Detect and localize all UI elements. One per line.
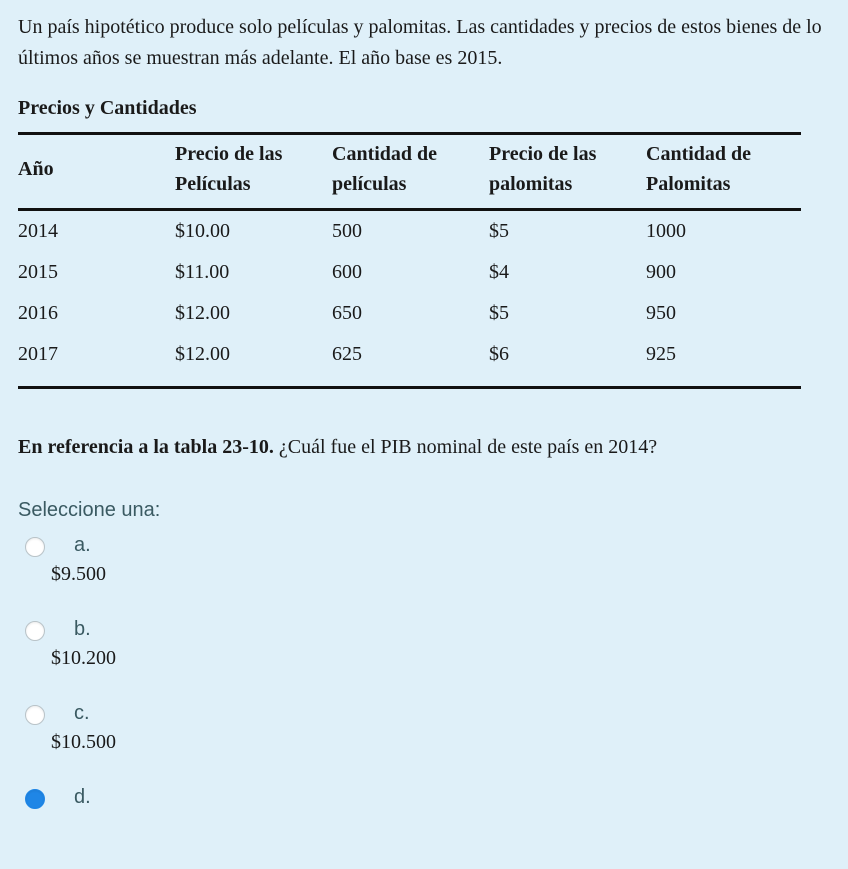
question-body: ¿Cuál fue el PIB nominal de este país en 2014?	[273, 436, 658, 458]
table-row	[18, 252, 801, 293]
cell-movie-quantity: 625	[332, 343, 362, 365]
answer-option-c[interactable]	[18, 701, 848, 785]
option-value: $9.500	[51, 563, 106, 585]
option-letter: b.	[74, 618, 91, 640]
header-movie-price: Precio de las Películas	[175, 143, 283, 195]
header-popcorn-quantity: Cantidad de Palomitas	[646, 143, 752, 195]
cell-movie-quantity: 500	[332, 220, 362, 242]
table-row	[18, 334, 801, 388]
cell-popcorn-quantity: 1000	[646, 220, 686, 242]
question-text	[18, 389, 848, 459]
radio-button-b[interactable]	[25, 621, 45, 641]
answer-option-a[interactable]	[18, 533, 848, 617]
question-intro	[18, 0, 848, 74]
radio-button-c[interactable]	[25, 705, 45, 725]
cell-popcorn-quantity: 950	[646, 302, 676, 324]
cell-year: 2014	[18, 220, 58, 242]
cell-popcorn-quantity: 900	[646, 261, 676, 283]
radio-button-a[interactable]	[25, 537, 45, 557]
cell-year: 2017	[18, 343, 58, 365]
radio-button-d[interactable]	[25, 789, 45, 809]
cell-movie-price: $12.00	[175, 343, 230, 365]
intro-line-2: últimos años se muestran más adelante. El año base es 2015.	[18, 47, 503, 69]
cell-movie-quantity: 650	[332, 302, 362, 324]
cell-year: 2015	[18, 261, 58, 283]
cell-movie-price: $11.00	[175, 261, 230, 283]
header-popcorn-price: Precio de las palomitas	[489, 143, 597, 195]
cell-year: 2016	[18, 302, 58, 324]
cell-popcorn-price: $5	[489, 220, 509, 242]
question-reference: En referencia a la tabla 23-10.	[18, 436, 274, 458]
option-value: $10.200	[51, 647, 116, 669]
option-letter: c.	[74, 702, 90, 724]
cell-popcorn-price: $4	[489, 261, 509, 283]
cell-popcorn-price: $5	[489, 302, 509, 324]
option-letter: d.	[74, 786, 91, 808]
select-one-label: Seleccione una:	[18, 499, 161, 521]
header-movie-quantity: Cantidad de películas	[332, 143, 438, 195]
intro-line-1: Un país hipotético produce solo películas y palomitas. Las cantidades y precios de estos bienes de lo	[18, 16, 822, 38]
header-year: Año	[18, 158, 54, 180]
table-row	[18, 293, 801, 334]
option-letter: a.	[74, 534, 91, 556]
prices-quantities-table	[18, 132, 801, 389]
cell-popcorn-price: $6	[489, 343, 509, 365]
cell-popcorn-quantity: 925	[646, 343, 676, 365]
cell-movie-price: $10.00	[175, 220, 230, 242]
quiz-page	[18, 0, 848, 869]
table-title: Precios y Cantidades	[18, 97, 197, 119]
table-row	[18, 210, 801, 253]
cell-movie-price: $12.00	[175, 302, 230, 324]
answer-option-b[interactable]	[18, 617, 848, 701]
option-value: $10.500	[51, 731, 116, 753]
answer-option-d[interactable]	[18, 785, 848, 869]
cell-movie-quantity: 600	[332, 261, 362, 283]
table-header-row	[18, 134, 801, 210]
answer-options	[18, 533, 848, 869]
